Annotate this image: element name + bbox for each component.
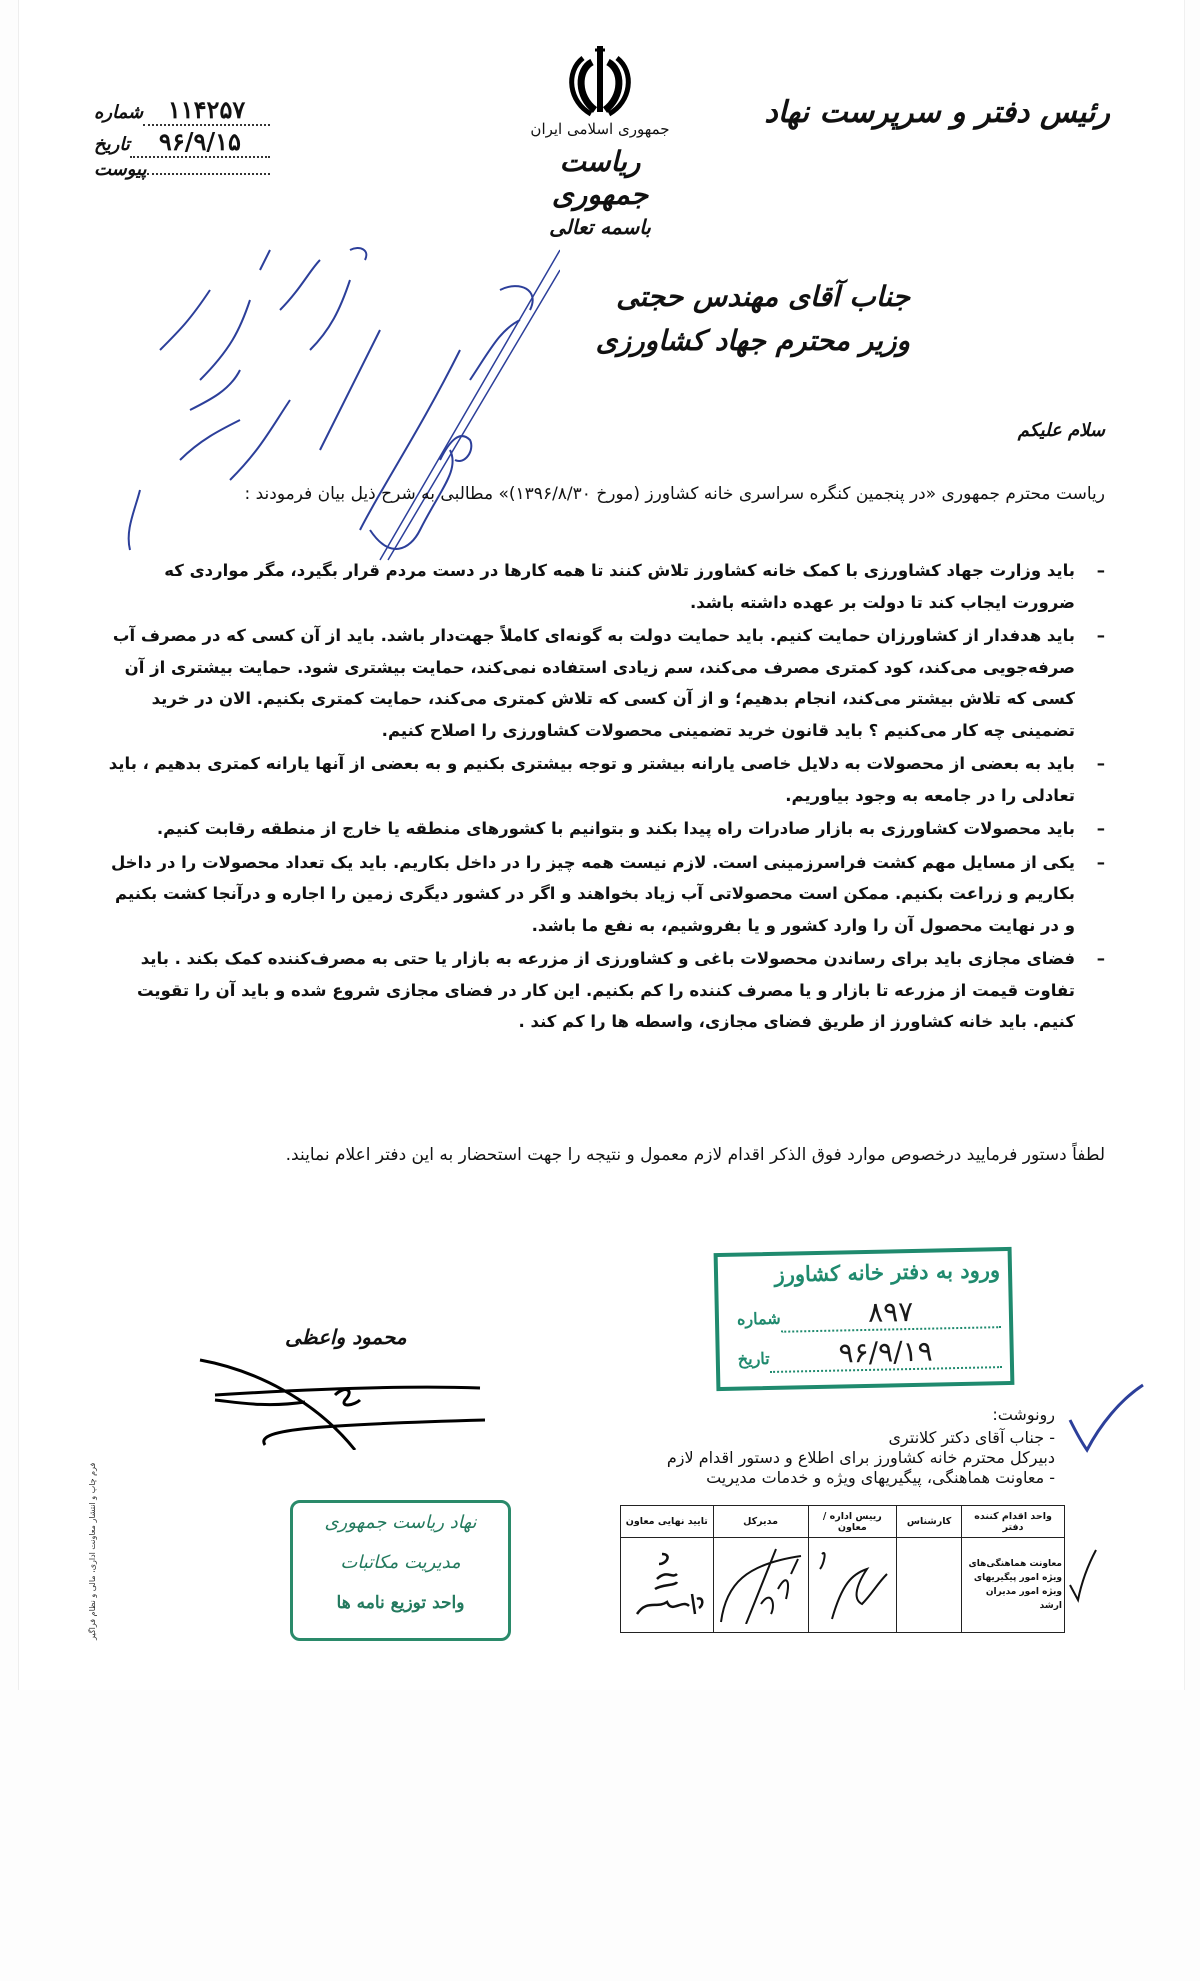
header-cell: واحد اقدام کننده دفتر [962,1506,1065,1538]
meta-date [90,127,270,159]
list-item: – فضای مجازی باید برای رساندن محصولات باغی و کشاورزی از مزرعه به بازار یا حتی به مصرف‌کننده کمک بکند . باید تفاوت قیمت از مزرعه تا بازار و یا مصرف کننده را کم بکنیم. این کار در فضای مجازی شروع شده و باید آن را تقویت کنیم. باید خانه کشاورز از طریق فضای مجازی، واسطه ها را کم کند . [136,949,1105,1031]
receipt-stamp-date: تاریخ ۹۶/۹/۱۹ [731,1333,1002,1374]
cell-final-approval [621,1538,714,1633]
initials-signature-icon [812,1544,892,1624]
date-label: تاریخ [94,134,130,155]
table-row [621,1538,1065,1633]
letterhead-country: جمهوری اسلامی ایران [530,120,670,138]
distribution-stamp-line1: نهاد ریاست جمهوری [324,1512,477,1533]
header-cell: کارشناس [897,1506,962,1538]
cc-item: - جناب آقای دکتر کلانتری [888,1428,1055,1447]
signature-icon [195,1340,485,1450]
number-value: ۱۱۴۲۵۷ [143,95,270,126]
distribution-stamp-line3: واحد توزیع نامه ها [336,1593,465,1613]
statement-points [105,555,1105,1040]
closing-paragraph: لطفاً دستور فرمایید درخصوص موارد فوق الذکر اقدام لازم معمول و نتیجه را جهت استحضار به این دفتر اعلام نمایند. [285,1145,1105,1165]
distribution-stamp [290,1500,511,1641]
addressee-title: وزیر محترم جهاد کشاورزی [595,324,910,357]
receipt-stamp-title: ورود به دفتر خانه کشاورز [774,1257,1001,1287]
attachment-value [147,173,271,175]
list-item: – باید هدفدار از کشاورزان حمایت کنیم. باید حمایت دولت به گونه‌ای کاملاً جهت‌دار باشد. باید از آن کسی که در مصرف آب صرفه‌جویی می‌کند، کود کمتری مصرف می‌کند، سم زیادی استفاده نمی‌کند، حمایت بیشتری شود. حمایت بیشتری از آن کسی که تلاش بیشتر می‌کند، انجام بدهیم؛ و از آن کسی که تلاش کمتری می‌کند، حمایت کمتری بکنیم. الان در خرید تضمینی چه کار می‌کنیم ؟ باید قانون خرید تضمینی محصولات کشاورزی را اصلاح کنیم. [112,626,1105,740]
distribution-stamp-line2: مدیریت مکاتبات [340,1552,461,1573]
cc-label: رونوشت: [992,1405,1055,1424]
header-cell: تایید نهایی معاون [621,1506,714,1538]
list-item: – باید به بعضی از محصولات به دلایل خاصی یارانه بیشتر و توجه بیشتری بکنیم و به بعضی از آنها یارانه کمتری بدهیم ، باید تعادلی را در جامعه به وجود بیاوریم. [108,754,1105,805]
approval-signature-icon [627,1544,707,1624]
salutation: سلام علیکم [1017,420,1105,441]
cc-list [535,1428,1055,1488]
iran-emblem-icon [565,42,635,117]
receipt-stamp-number: شماره ۸۹۷ [731,1293,1002,1334]
cc-item: دبیرکل محترم خانه کشاورز برای اطلاع و دستور اقدام لازم [666,1448,1055,1467]
signer-name: محمود واعظی [285,1325,407,1349]
routing-table [620,1505,1065,1633]
letterhead-invocation: باسمه تعالی [549,215,651,239]
number-label: شماره [94,102,144,123]
letterhead-presidency: ریاست جمهوری [551,145,649,211]
checkmark-icon [1068,1545,1098,1605]
table-header-row [621,1506,1065,1538]
director-signature-icon [716,1544,806,1624]
intro-paragraph: ریاست محترم جمهوری «در پنجمین کنگره سراسری خانه کشاورز (مورخ ۱۳۹۶/۸/۳۰)» مطالبی به شرح ذیل بیان فرمودند : [244,484,1105,504]
list-item: – باید وزارت جهاد کشاورزی با کمک خانه کشاورز تلاش کنند تا همه کارها در دست مردم قرار بگیرد، مگر مواردی که ضرورت ایجاب کند تا دولت بر عهده داشته باشد. [164,561,1105,612]
handwritten-annotation [120,230,560,570]
header-cell: رییس اداره /معاون [808,1506,896,1538]
list-item: – باید محصولات کشاورزی به بازار صادرات راه پیدا بکند و بتوانیم با کشورهای منطقه یا خارج از منطقه رقابت کنیم. [156,819,1105,838]
receipt-stamp [714,1247,1015,1391]
header-cell: مدیرکل [713,1506,808,1538]
cell-expert [897,1538,962,1633]
meta-number [90,95,270,127]
addressee [596,275,910,363]
cell-director [713,1538,808,1633]
date-value: ۹۶/۹/۱۵ [130,127,270,158]
meta-attachment [90,159,270,191]
office-title: رئیس دفتر و سرپرست نهاد [764,95,1110,130]
form-footer-note: فرم چاپ و انتشار معاونت اداری، مالی و نظام فراگیر [88,1462,97,1640]
checkmark-icon [1065,1380,1145,1455]
cc-item: - معاونت هماهنگی، پیگیریهای ویژه و خدمات مدیریت [706,1468,1055,1487]
addressee-name: جناب آقای مهندس حجتی [616,280,910,313]
letter-meta [90,95,270,191]
attachment-label: پیوست [94,159,147,180]
cell-department: معاونت هماهنگی‌های ویژه امور پیگیریهای ویژه امور مدیران ارشد [962,1538,1065,1633]
list-item: – یکی از مسایل مهم کشت فراسرزمینی است. لازم نیست همه چیز را در داخل بکاریم. باید یک تعداد محصولات را در داخل بکاریم و زراعت بکنیم. ممکن است محصولاتی آب زیاد بخواهند و اگر در کشور دیگری زمین را اجاره و درآنجا کشت بکنیم و در نهایت محصول آن را وارد کشور و یا بفروشیم، به نفع ما باشد. [110,852,1105,935]
cell-head [808,1538,896,1633]
